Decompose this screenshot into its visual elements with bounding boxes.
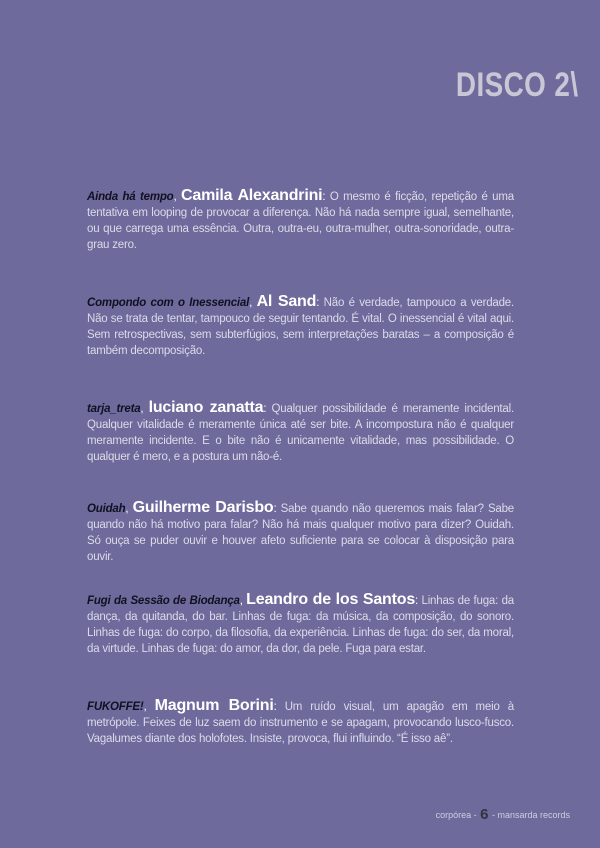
track-description: Um ruído visual, um apagão em meio à metrópole. Feixes de luz saem do instrumento e se apagam, provocando lusco-fusco. Vagalumes diante dos holofotes. Insiste, provoca, flui influindo. “É isso aê”. <box>87 701 514 745</box>
track-artist: Magnum Borini <box>154 697 274 714</box>
track-artist: luciano zanatta <box>148 399 264 416</box>
track-description: Linhas de fuga: da dança, da quitanda, do bar. Linhas de fuga: da música, da composição, do sonoro. Linhas de fuga: do corpo, da filosofia, da experiência. Linhas de fuga: do ser, da moral, da virtude. Linhas de fuga: do amor, da dor, da pele. Fuga para estar. <box>87 595 514 655</box>
track-title: Ainda há tempo <box>87 191 174 203</box>
track-title: Fugi da Sessão de Biodança <box>87 595 240 607</box>
track-description: Qualquer possibilidade é meramente incidental. Qualquer vitalidade é meramente única até ser bite. A incompostura não é qualquer meramente incidente. E o bite não é unicamente vitalidade, mas possibilidade. O qualquer é mero, e a postura um não-é. <box>87 403 514 463</box>
track-separator: , <box>173 191 182 203</box>
track-separator: , <box>249 297 257 309</box>
track-separator: : <box>415 595 422 607</box>
track-separator: , <box>239 595 247 607</box>
track-artist: Leandro de los Santos <box>246 591 416 608</box>
track-separator: : <box>273 701 285 713</box>
track-separator: : <box>263 403 272 415</box>
track-title: tarja_treta <box>87 403 141 415</box>
track-artist: Al Sand <box>256 293 317 310</box>
track-item <box>87 400 514 465</box>
track-description: Sabe quando não queremos mais falar? Sabe quando não há motivo para falar? Não há mais qualquer motivo para dizer? Ouidah. Só ouça se puder ouvir e houver afeto suficiente para se colocar à disposição para ouvir. <box>87 503 515 563</box>
page-title: DISCO 2\ <box>455 66 578 104</box>
track-description: Não é verdade, tampouco a verdade. Não se trata de tentar, tampouco de seguir tentando. É vital. O inessencial é vital aqui. Sem retrospectivas, sem subterfúgios, sem interpretações baratas – a composição é também decomposição. <box>87 297 514 357</box>
track-separator: : <box>322 191 330 203</box>
track-item <box>87 294 514 359</box>
track-title: Ouidah <box>87 503 126 515</box>
track-title: FUKOFFE! <box>87 701 144 713</box>
track-description: O mesmo é ficção, repetição é uma tentativa em looping de provocar a diferença. Não há nada sempre igual, semelhante, ou que carrega uma essência. Outra, outra-eu, outra-mulher, outra-sonoridade, outra-grau zero. <box>87 191 514 251</box>
track-artist: Camila Alexandrini <box>181 187 323 204</box>
track-separator: , <box>125 503 133 515</box>
track-item <box>87 188 514 253</box>
track-title: Compondo com o Inessencial <box>87 297 250 309</box>
track-separator: : <box>273 503 281 515</box>
track-item <box>87 698 514 747</box>
track-artist: Guilherme Darisbo <box>132 499 274 516</box>
track-separator: , <box>143 701 155 713</box>
page-footer <box>436 806 570 823</box>
track-item <box>87 500 514 565</box>
footer-label: - mansarda records <box>491 810 570 820</box>
footer-publication: corpórea - <box>435 810 477 820</box>
track-item <box>87 592 514 657</box>
track-separator: : <box>316 297 324 309</box>
page-number: 6 <box>480 806 489 823</box>
track-separator: , <box>140 403 149 415</box>
